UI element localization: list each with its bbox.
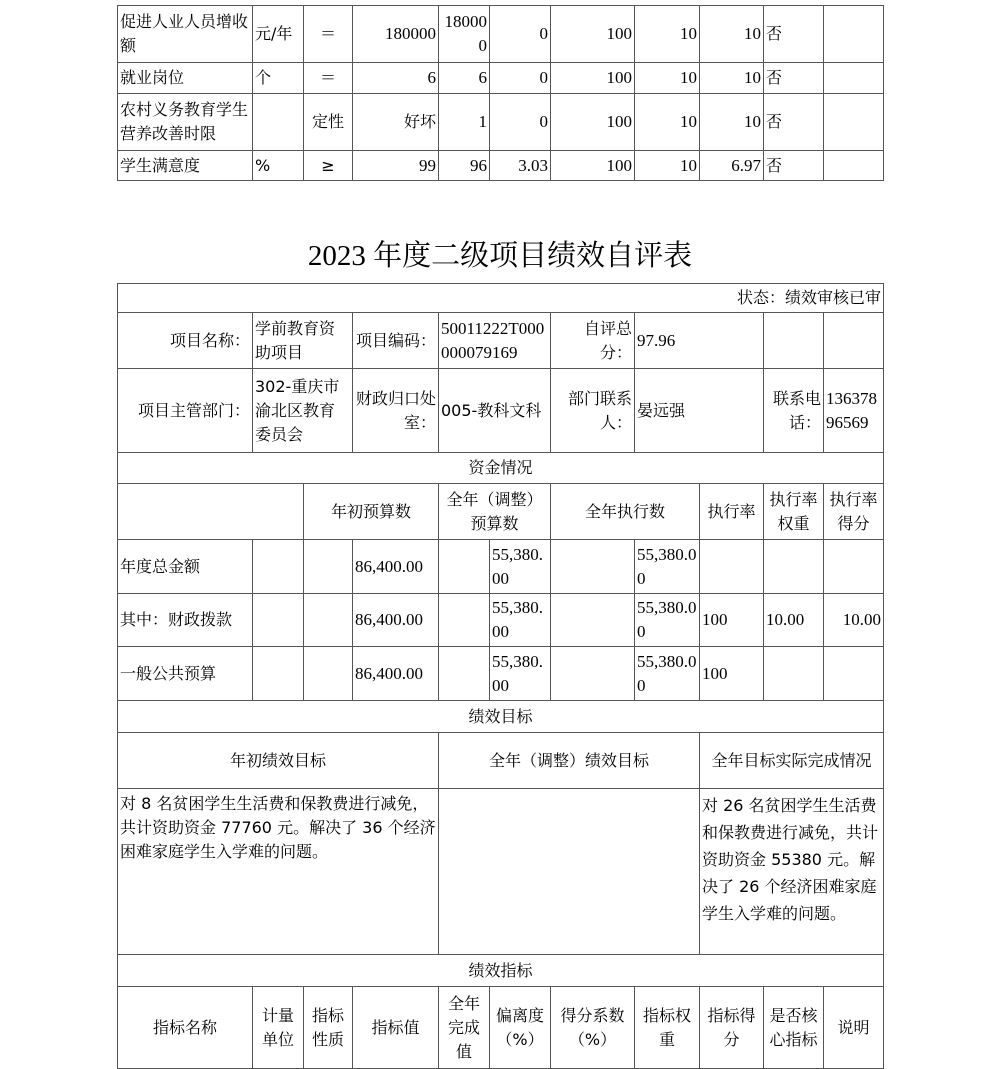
indicator-operator: ＝: [304, 63, 353, 94]
col-initial-budget: 年初预算数: [304, 484, 439, 540]
table-row: [118, 484, 884, 540]
col-executed: 全年执行数: [551, 484, 700, 540]
table-row: [118, 453, 884, 484]
indicator-note: [824, 151, 884, 181]
fund-adjusted: 55,380.00: [490, 594, 551, 647]
empty-cell: [253, 540, 304, 594]
indicator-deviation: 0: [490, 6, 551, 63]
indicator-score: 10: [700, 6, 764, 63]
indicator-unit: [253, 94, 304, 151]
table-row: [118, 987, 884, 1069]
empty-cell: [551, 594, 635, 647]
indicator-operator: 定性: [304, 94, 353, 151]
finance-office: 005-教科文科: [439, 369, 551, 453]
indicator-coef: 100: [551, 94, 635, 151]
empty-cell: [439, 647, 490, 701]
indicator-note: [824, 63, 884, 94]
empty-cell: [253, 594, 304, 647]
col-actual-completion: 全年目标实际完成情况: [700, 733, 884, 789]
fund-rate-weight: [764, 540, 824, 594]
col-deviation: 偏离度（%）: [490, 987, 551, 1069]
indicator-name: 促进人业人员增收额: [118, 6, 253, 63]
empty-cell: [439, 594, 490, 647]
self-score: 97.96: [635, 313, 764, 369]
self-evaluation-table: [117, 283, 884, 1069]
indicator-weight: 10: [635, 94, 700, 151]
empty-cell: [304, 540, 353, 594]
empty-cell: [551, 647, 635, 701]
table-row: [118, 955, 884, 987]
empty-cell: [764, 313, 824, 369]
col-score: 指标得分: [700, 987, 764, 1069]
table-row: [118, 63, 884, 94]
table-row: [118, 733, 884, 789]
empty-cell: [304, 647, 353, 701]
fund-adjusted: 55,380.00: [490, 647, 551, 701]
goals-section-header: 绩效目标: [118, 701, 884, 733]
indicator-core: 否: [764, 94, 824, 151]
col-rate-score: 执行率得分: [824, 484, 884, 540]
indicator-score: 10: [700, 63, 764, 94]
actual-completion-text: 对 26 名贫困学生生活费和保教费进行减免，共计资助资金 55380 元。解决了 26 个经济困难家庭学生入学难的问题。: [700, 789, 884, 955]
col-note: 说明: [824, 987, 884, 1069]
fund-executed: 55,380.00: [635, 540, 700, 594]
indicator-unit: 元/年: [253, 6, 304, 63]
col-core: 是否核心指标: [764, 987, 824, 1069]
table-row: [118, 94, 884, 151]
fund-rate-score: 10.00: [824, 594, 884, 647]
finance-label: 财政归口处室：: [353, 369, 439, 453]
dept: 302-重庆市渝北区教育委员会: [253, 369, 353, 453]
indicator-actual: 96: [439, 151, 490, 181]
indicator-target: 6: [353, 63, 439, 94]
fund-rate: [700, 540, 764, 594]
col-unit: 计量单位: [253, 987, 304, 1069]
indicator-actual: 180000: [439, 6, 490, 63]
indicator-note: [824, 94, 884, 151]
indicator-weight: 10: [635, 6, 700, 63]
indicator-name: 学生满意度: [118, 151, 253, 181]
indicator-target: 好坏: [353, 94, 439, 151]
indicator-operator: ≥: [304, 151, 353, 181]
fund-rate: 100: [700, 647, 764, 701]
empty-cell: [824, 313, 884, 369]
col-nature: 指标性质: [304, 987, 353, 1069]
table-row: [118, 789, 884, 955]
indicator-score: 10: [700, 94, 764, 151]
fund-row-label: 其中：财政拨款: [118, 594, 253, 647]
col-value: 指标值: [353, 987, 439, 1069]
table-row: [118, 647, 884, 701]
col-adjusted-goal: 全年（调整）绩效目标: [439, 733, 700, 789]
indicator-core: 否: [764, 63, 824, 94]
indicator-coef: 100: [551, 151, 635, 181]
indicator-score: 6.97: [700, 151, 764, 181]
fund-adjusted: 55,380.00: [490, 540, 551, 594]
fund-executed: 55,380.00: [635, 647, 700, 701]
indicator-core: 否: [764, 151, 824, 181]
indicator-name: 就业岗位: [118, 63, 253, 94]
col-exec-rate: 执行率: [700, 484, 764, 540]
fund-rate-weight: 10.00: [764, 594, 824, 647]
col-initial-goal: 年初绩效目标: [118, 733, 439, 789]
indicator-unit: 个: [253, 63, 304, 94]
table-row: [118, 284, 884, 313]
col-adjusted-budget: 全年（调整）预算数: [439, 484, 551, 540]
table-row: [118, 369, 884, 453]
funds-section-header: 资金情况: [118, 453, 884, 484]
empty-cell: [304, 594, 353, 647]
col-weight: 指标权重: [635, 987, 700, 1069]
indicator-target: 99: [353, 151, 439, 181]
empty-cell: [439, 540, 490, 594]
indicator-note: [824, 6, 884, 63]
indicator-deviation: 0: [490, 63, 551, 94]
table-row: [118, 701, 884, 733]
fund-row-label: 一般公共预算: [118, 647, 253, 701]
indicator-deviation: 3.03: [490, 151, 551, 181]
phone: 13637896569: [824, 369, 884, 453]
table-row: [118, 594, 884, 647]
phone-label: 联系电话：: [764, 369, 824, 453]
indicators-section-header: 绩效指标: [118, 955, 884, 987]
table-row: [118, 313, 884, 369]
project-code-label: 项目编码：: [353, 313, 439, 369]
dept-label: 项目主管部门：: [118, 369, 253, 453]
empty-cell: [253, 647, 304, 701]
indicator-core: 否: [764, 6, 824, 63]
table-row: [118, 6, 884, 63]
fund-initial: 86,400.00: [353, 647, 439, 701]
project-name-label: 项目名称：: [118, 313, 253, 369]
indicator-target: 180000: [353, 6, 439, 63]
contact-person: 晏远强: [635, 369, 764, 453]
col-indicator-name: 指标名称: [118, 987, 253, 1069]
fund-rate-score: [824, 540, 884, 594]
self-score-label: 自评总分：: [551, 313, 635, 369]
table-row: [118, 540, 884, 594]
contact-label: 部门联系人：: [551, 369, 635, 453]
initial-goal-text: 对 8 名贫困学生生活费和保教费进行减免，共计资助资金 77760 元。解决了 36 个经济困难家庭学生入学难的问题。: [118, 789, 439, 955]
col-completed: 全年完成值: [439, 987, 490, 1069]
col-rate-weight: 执行率权重: [764, 484, 824, 540]
indicator-table-continued: [117, 5, 884, 181]
indicator-deviation: 0: [490, 94, 551, 151]
fund-executed: 55,380.00: [635, 594, 700, 647]
project-name: 学前教育资助项目: [253, 313, 353, 369]
adjusted-goal-text: [439, 789, 700, 955]
fund-rate: 100: [700, 594, 764, 647]
indicator-actual: 6: [439, 63, 490, 94]
indicator-name: 农村义务教育学生营养改善时限: [118, 94, 253, 151]
fund-rate-weight: [764, 647, 824, 701]
indicator-unit: %: [253, 151, 304, 181]
fund-initial: 86,400.00: [353, 540, 439, 594]
col-coef: 得分系数（%）: [551, 987, 635, 1069]
fund-rate-score: [824, 647, 884, 701]
empty-cell: [551, 540, 635, 594]
indicator-coef: 100: [551, 6, 635, 63]
indicator-weight: 10: [635, 63, 700, 94]
indicator-weight: 10: [635, 151, 700, 181]
fund-row-label: 年度总金额: [118, 540, 253, 594]
indicator-coef: 100: [551, 63, 635, 94]
fund-initial: 86,400.00: [353, 594, 439, 647]
indicator-operator: ＝: [304, 6, 353, 63]
page-title: 2023 年度二级项目绩效自评表: [307, 240, 693, 272]
project-code: 50011222T000000079169: [439, 313, 551, 369]
empty-cell: [118, 484, 304, 540]
indicator-actual: 1: [439, 94, 490, 151]
status-text: 状态：绩效审核已审: [118, 284, 884, 313]
table-row: [118, 151, 884, 181]
